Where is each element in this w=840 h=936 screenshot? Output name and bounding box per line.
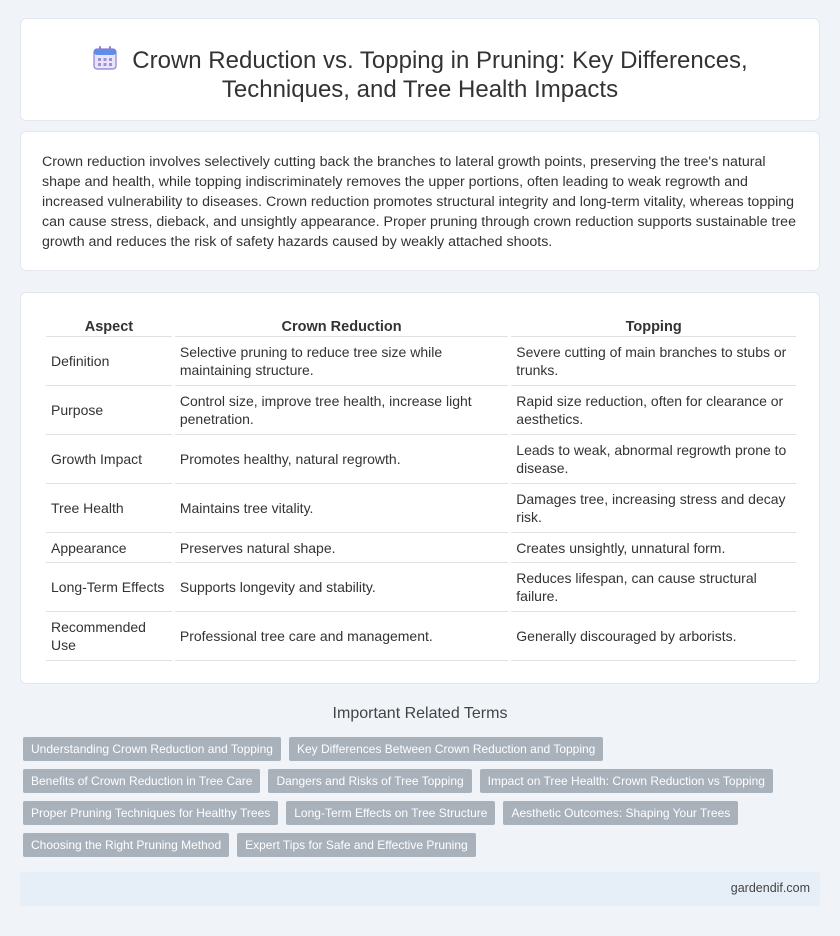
table-cell-aspect: Definition	[46, 337, 172, 386]
table-cell-topping: Reduces lifespan, can cause structural failure.	[511, 563, 796, 612]
summary-card	[20, 131, 820, 271]
footer	[20, 872, 820, 906]
calendar-icon	[92, 45, 118, 71]
related-term-tag[interactable]: Expert Tips for Safe and Effective Pruning	[237, 833, 476, 857]
related-term-tag[interactable]: Impact on Tree Health: Crown Reduction vs Topping	[480, 769, 773, 793]
table-cell-crown-reduction: Preserves natural shape.	[175, 533, 508, 563]
related-term-tag[interactable]: Dangers and Risks of Tree Topping	[268, 769, 471, 793]
related-terms-title: Important Related Terms	[332, 705, 508, 722]
table-cell-topping: Leads to weak, abnormal regrowth prone to disease.	[511, 435, 796, 484]
table-cell-crown-reduction: Promotes healthy, natural regrowth.	[175, 435, 508, 484]
table-cell-aspect: Purpose	[46, 386, 172, 435]
table-cell-aspect: Long-Term Effects	[46, 563, 172, 612]
table-cell-crown-reduction: Maintains tree vitality.	[175, 484, 508, 533]
table-cell-topping: Rapid size reduction, often for clearance or aesthetics.	[511, 386, 796, 435]
table-cell-crown-reduction: Professional tree care and management.	[175, 612, 508, 661]
related-term-tag[interactable]: Long-Term Effects on Tree Structure	[286, 801, 495, 825]
footer-site-link[interactable]: gardendif.com	[730, 881, 810, 895]
table-cell-aspect: Tree Health	[46, 484, 172, 533]
header-crown-reduction: Crown Reduction	[175, 317, 508, 337]
table-cell-topping: Creates unsightly, unnatural form.	[511, 533, 796, 563]
related-term-tag[interactable]: Proper Pruning Techniques for Healthy Trees	[23, 801, 278, 825]
related-term-tag[interactable]: Benefits of Crown Reduction in Tree Care	[23, 769, 260, 793]
table-row	[46, 484, 796, 533]
table-row	[46, 337, 796, 386]
header-topping: Topping	[511, 317, 796, 337]
related-terms-list	[23, 737, 783, 857]
table-header-row	[46, 317, 796, 337]
header-aspect: Aspect	[46, 317, 172, 337]
comparison-table-card	[20, 292, 820, 684]
table-cell-aspect: Recommended Use	[46, 612, 172, 661]
related-term-tag[interactable]: Aesthetic Outcomes: Shaping Your Trees	[503, 801, 738, 825]
table-cell-crown-reduction: Control size, improve tree health, increase light penetration.	[175, 386, 508, 435]
table-cell-aspect: Appearance	[46, 533, 172, 563]
table-cell-aspect: Growth Impact	[46, 435, 172, 484]
table-cell-crown-reduction: Selective pruning to reduce tree size while maintaining structure.	[175, 337, 508, 386]
table-cell-topping: Severe cutting of main branches to stubs or trunks.	[511, 337, 796, 386]
table-row	[46, 563, 796, 612]
table-cell-topping: Damages tree, increasing stress and decay risk.	[511, 484, 796, 533]
table-row	[46, 533, 796, 563]
table-cell-topping: Generally discouraged by arborists.	[511, 612, 796, 661]
related-term-tag[interactable]: Choosing the Right Pruning Method	[23, 833, 229, 857]
summary-text: Crown reduction involves selectively cutting back the branches to lateral growth points, preserving the tree's natural shape and health, while topping indiscriminately removes the upper portions, often leading to weak regrowth and increased vulnerability to diseases. Crown reduction promotes structural integrity and long-term vitality, whereas topping can cause stress, dieback, and unsightly appearance. Proper pruning through crown reduction supports sustainable tree growth and reduces the risk of safety hazards caused by weakly attached shoots.	[42, 154, 796, 250]
header-card	[20, 18, 820, 121]
table-row	[46, 435, 796, 484]
comparison-table	[43, 317, 799, 661]
table-row	[46, 612, 796, 661]
page-title	[61, 45, 779, 104]
related-term-tag[interactable]: Key Differences Between Crown Reduction and Topping	[289, 737, 603, 761]
related-term-tag[interactable]: Understanding Crown Reduction and Topping	[23, 737, 281, 761]
table-row	[46, 386, 796, 435]
page-title-text: Crown Reduction vs. Topping in Pruning: Key Differences, Techniques, and Tree Health Impacts	[132, 47, 748, 103]
table-cell-crown-reduction: Supports longevity and stability.	[175, 563, 508, 612]
